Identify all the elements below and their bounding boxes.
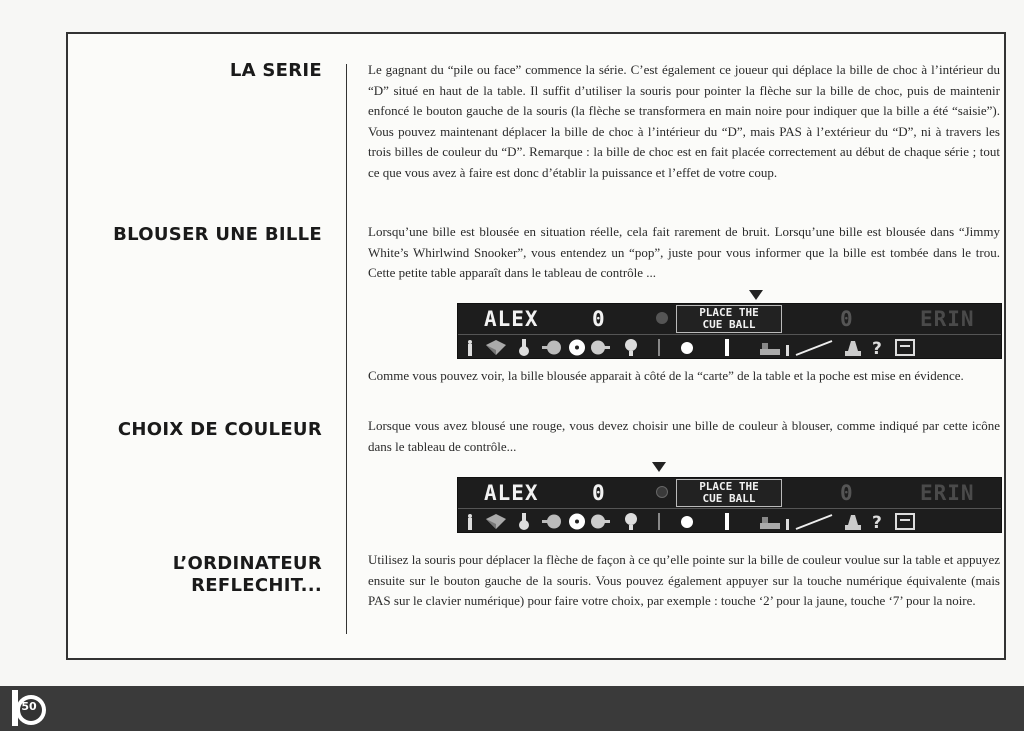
panel-icon-row — [458, 334, 1001, 360]
cue-icon[interactable] — [466, 513, 474, 530]
player2-score: 0 — [840, 481, 853, 505]
svg-text:?: ? — [872, 339, 882, 356]
pointer-arrow-icon — [652, 462, 666, 472]
panel-score-row — [458, 304, 1001, 334]
cue-icon[interactable] — [466, 339, 474, 356]
heading-la-serie: LA SERIE — [229, 60, 322, 81]
heading-blouser-une-bille: BLOUSER UNE BILLE — [113, 224, 322, 245]
colour-ball-icon[interactable] — [624, 339, 638, 356]
heading-choix-de-couleur: CHOIX DE COULEUR — [117, 419, 322, 440]
player2-name: ERIN — [920, 307, 975, 331]
page-number: 50 — [21, 700, 37, 713]
pointer-icon[interactable] — [654, 513, 664, 530]
spin-icon[interactable] — [590, 339, 610, 356]
trophy-icon[interactable] — [842, 339, 864, 356]
status-message: PLACE THE CUE BALL — [676, 305, 782, 333]
player2-name: ERIN — [920, 481, 975, 505]
white-ball-icon[interactable] — [680, 513, 694, 530]
panel-score-row — [458, 478, 1001, 508]
menu-icon[interactable] — [894, 513, 916, 530]
help-icon[interactable] — [870, 339, 886, 356]
status-message: PLACE THE CUE BALL — [676, 479, 782, 507]
table-map-icon[interactable] — [484, 339, 508, 356]
paragraph-la-serie: Le gagnant du “pile ou face” commence la série. C’est également ce joueur qui déplace la bille de choc à l’intérieur du “D” situé en haut de la table. Il suffit d’utiliser la souris pour pointer la flèche sur la bille de choc, puis de maintenir enfoncé le bouton gauche de la souris (la flèche se transformera en main noire pour indiquer que la bille a été “saisie”). Vous pouvez maintenant déplacer la bille de choc à l’intérieur du “D”, mais PAS à l’extérieur du “D”, ni à travers les trois billes de couleur du “D”. Remarque : la bille de choc est en fait placée correctement au début de chaque série ; tout ce que vous avez à faire est donc d’établir la puissance et l’effet de votre coup. — [368, 62, 1000, 180]
aim-line-icon[interactable] — [786, 513, 834, 530]
cue-icon[interactable] — [724, 513, 730, 530]
pointer-arrow-icon — [749, 290, 763, 300]
colour-ball-icon[interactable] — [624, 513, 638, 530]
player1-name: ALEX — [484, 481, 539, 505]
heading-ordinateur-reflechit: L’ORDINATEUR REFLECHIT... — [172, 553, 322, 596]
control-panel — [457, 303, 1002, 359]
svg-text:?: ? — [872, 513, 882, 530]
menu-icon[interactable] — [894, 339, 916, 356]
footer-bar — [0, 686, 1024, 731]
player2-score: 0 — [840, 307, 853, 331]
spin-icon[interactable] — [540, 339, 564, 356]
cue-ball-icon[interactable] — [566, 513, 588, 530]
panel-icon-row — [458, 508, 1001, 534]
power-bar-icon[interactable] — [758, 339, 782, 356]
player1-score: 0 — [592, 481, 605, 505]
spin-icon[interactable] — [540, 513, 564, 530]
table-map-icon[interactable] — [484, 513, 508, 530]
power-bar-icon[interactable] — [758, 513, 782, 530]
column-divider — [346, 64, 347, 634]
paragraph-bille-blousee: Comme vous pouvez voir, la bille blousée apparait à côté de la “carte” de la table et la poche est mise en évidence. — [368, 368, 964, 383]
paragraph-ordinateur-reflechit: Utilisez la souris pour déplacer la flèche de façon à ce qu’elle pointe sur la bille de couleur voulue sur la table et appuyez ensuite sur le bouton gauche de la souris. Vous pouvez également appuyer sur la touche numérique équivalente (mais PAS sur le clavier numérique) pour faire votre choix, par exemple : touche ‘2’ pour la jaune, touche ‘7’ pour la noire. — [368, 552, 1000, 608]
trophy-icon[interactable] — [842, 513, 864, 530]
aim-line-icon[interactable] — [786, 339, 834, 356]
colour-choice-icon — [656, 486, 668, 498]
pointer-icon[interactable] — [654, 339, 664, 356]
cue-icon[interactable] — [724, 339, 730, 356]
player1-name: ALEX — [484, 307, 539, 331]
spin-icon[interactable] — [590, 513, 610, 530]
ball-icon — [656, 312, 668, 324]
pocket-icon[interactable] — [516, 339, 532, 356]
pocket-icon[interactable] — [516, 513, 532, 530]
cue-ball-icon[interactable] — [566, 339, 588, 356]
control-panel — [457, 477, 1002, 533]
help-icon[interactable] — [870, 513, 886, 530]
player1-score: 0 — [592, 307, 605, 331]
white-ball-icon[interactable] — [680, 339, 694, 356]
paragraph-choix-de-couleur: Lorsque vous avez blousé une rouge, vous devez choisir une bille de couleur à blouser, comme indiqué par cette icône dans le tableau de contrôle... — [368, 418, 1000, 454]
paragraph-blouser-une-bille: Lorsqu’une bille est blousée en situation réelle, cela fait rarement de bruit. Lorsqu’une bille est blousée dans “Jimmy White’s Whirlwind Snooker”, vous entendez un “pop”, juste pour vous informer que la bille est tombée dans le trou. Cette petite table apparaît dans le tableau de contrôle ... — [368, 224, 1000, 280]
